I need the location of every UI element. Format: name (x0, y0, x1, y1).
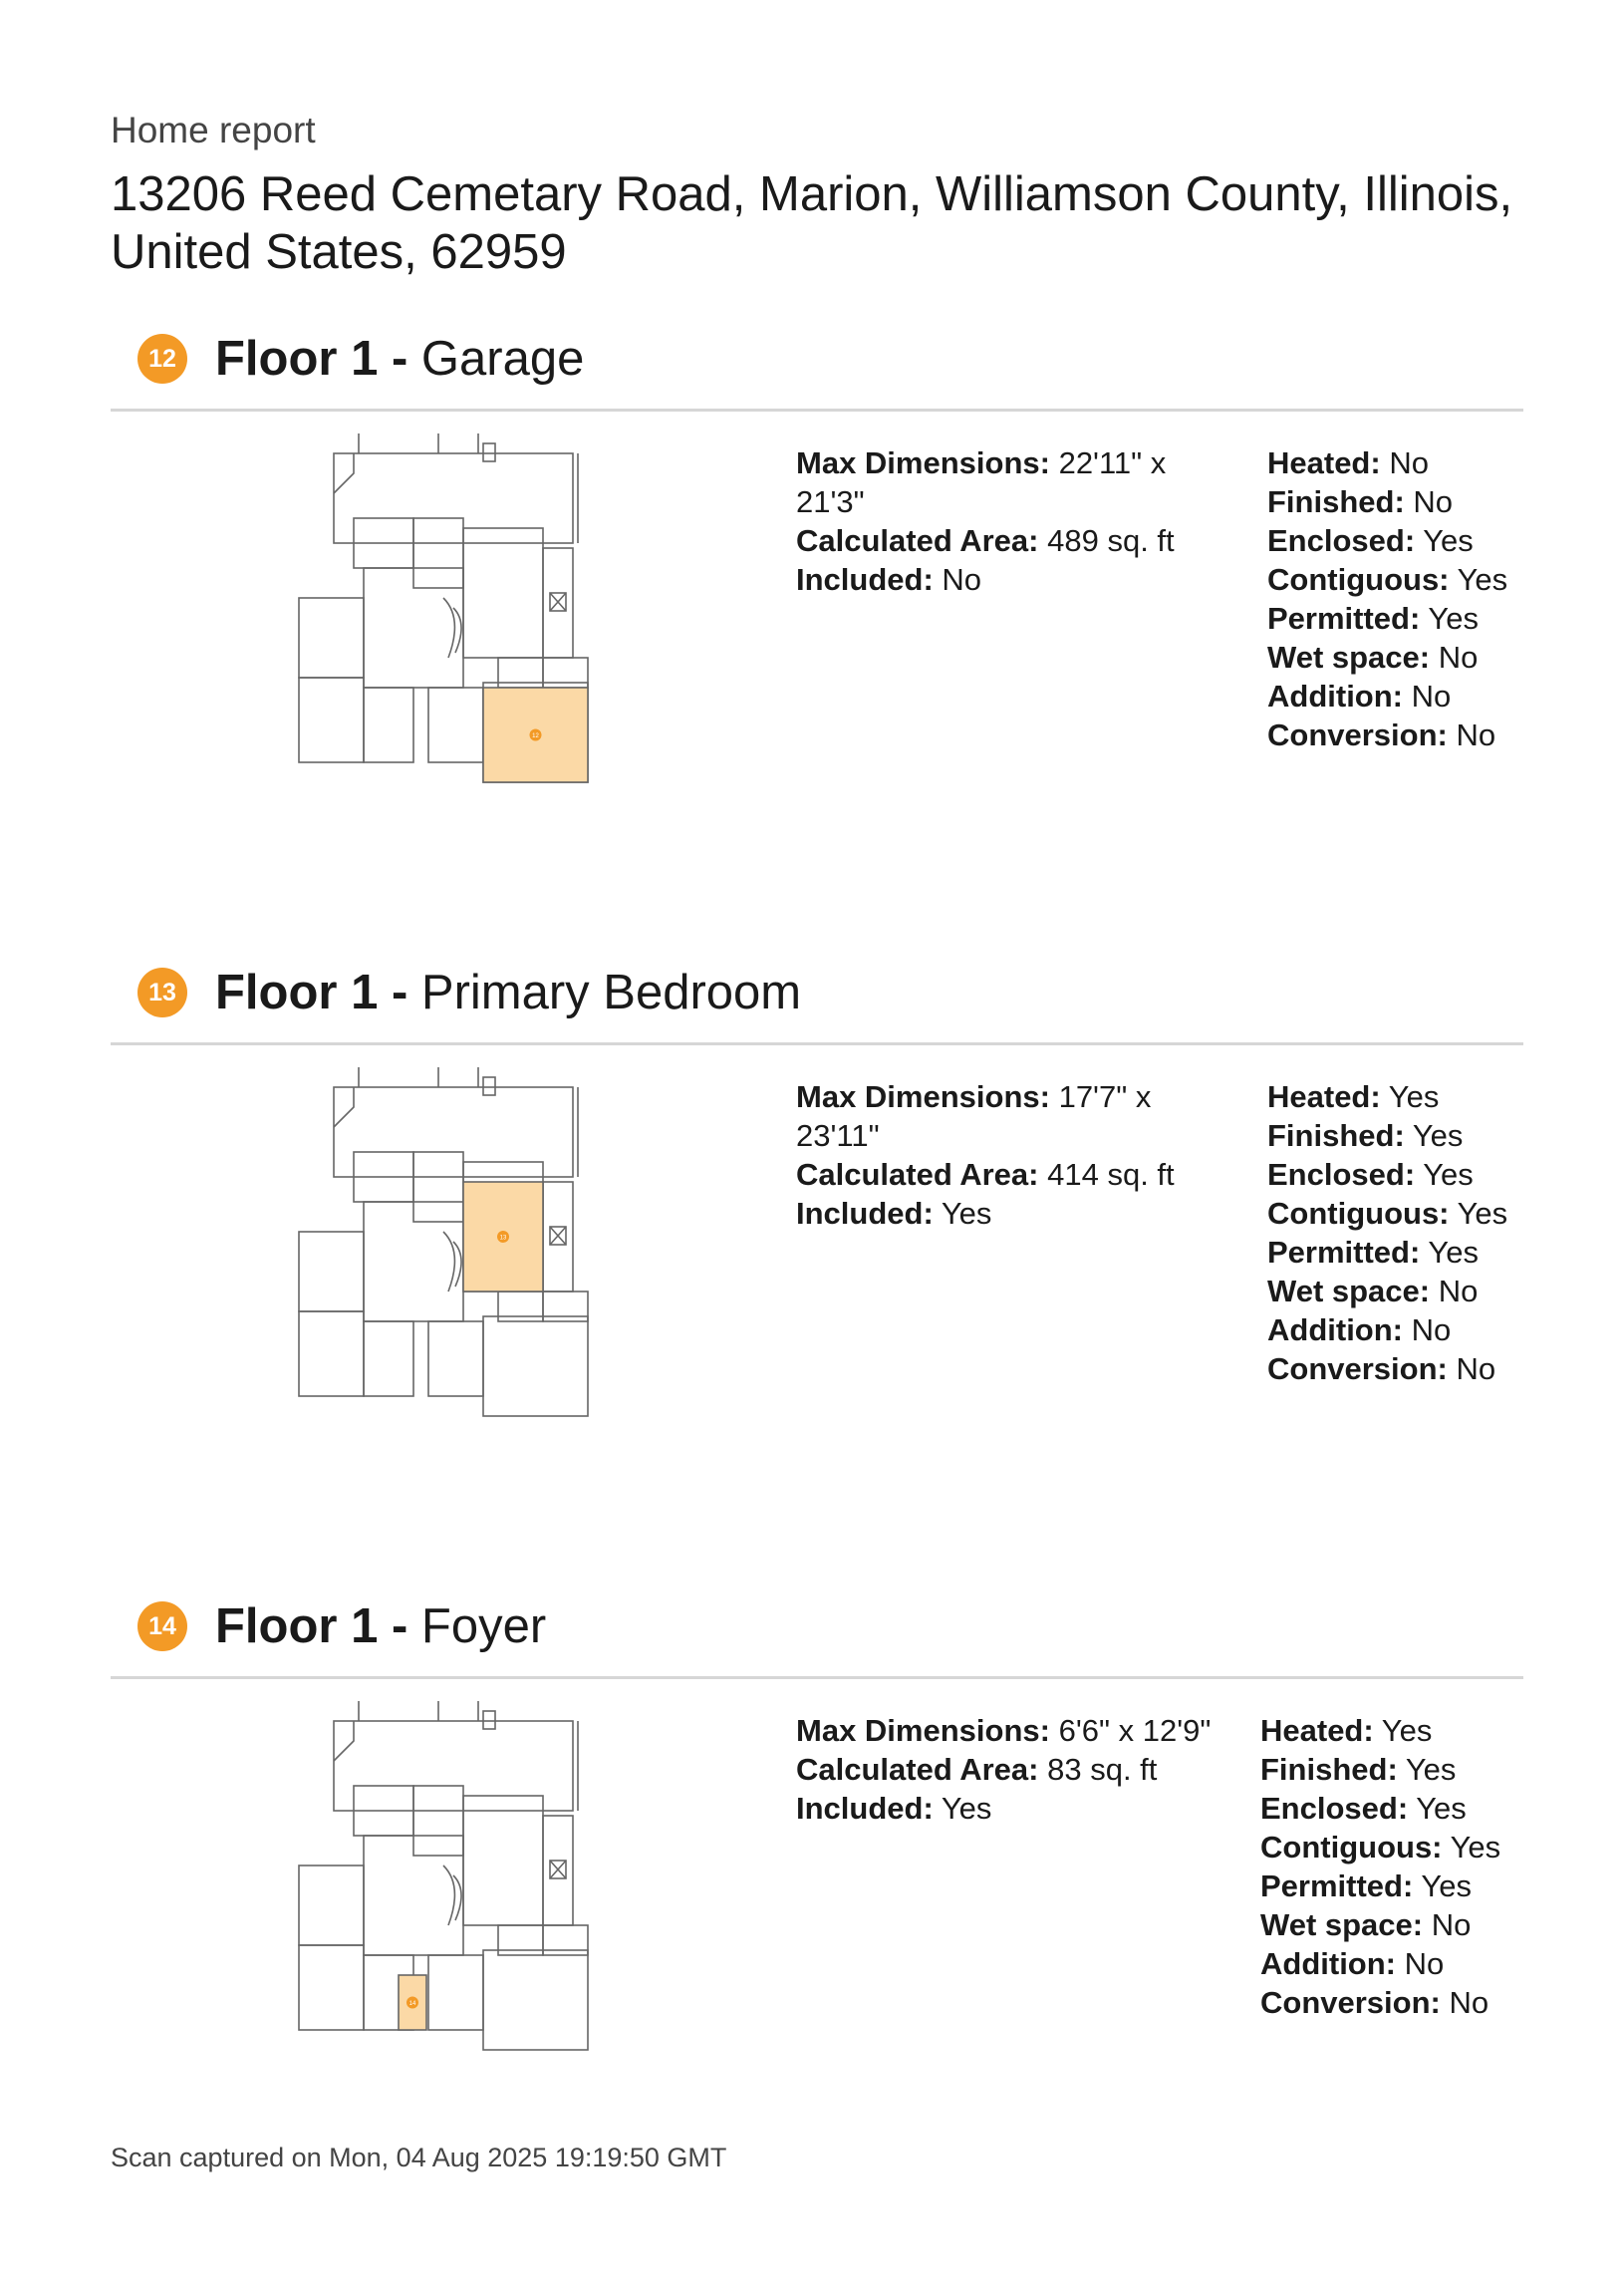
plan-counter (443, 1866, 461, 1925)
room-section (0, 329, 1623, 887)
plan-room (299, 1311, 364, 1396)
plan-room (428, 1955, 483, 2030)
room-attributes (1267, 443, 1526, 754)
heated: Heated: Yes (1267, 1079, 1440, 1114)
included: Included: Yes (796, 1791, 992, 1826)
permitted: Permitted: Yes (1267, 1235, 1479, 1270)
room-summary (796, 443, 1215, 599)
page-title: 13206 Reed Cemetary Road, Marion, Williamson County, Illinois, United States, 62959 (111, 167, 1513, 279)
conversion: Conversion: No (1260, 1985, 1489, 2020)
room-name: Primary Bedroom (420, 966, 802, 1019)
room-marker-label: 14 (408, 2001, 416, 2007)
room-section (0, 1596, 1623, 2154)
title-separator: - (378, 1599, 421, 1653)
plan-room (364, 688, 413, 762)
enclosed: Enclosed: Yes (1267, 1157, 1474, 1192)
plan-room (428, 688, 483, 762)
wet-space: Wet space: No (1260, 1907, 1472, 1942)
wet-space: Wet space: No (1267, 640, 1479, 675)
plan-counter (443, 1232, 461, 1292)
room-number-badge: 12 (137, 334, 187, 384)
plan-room (463, 528, 543, 658)
room-summary (796, 1077, 1215, 1233)
included: Included: Yes (796, 1196, 992, 1231)
room-attributes (1267, 1077, 1526, 1388)
plan-room (334, 1721, 573, 1811)
floor-plan-thumbnail (279, 1701, 598, 2060)
contiguous: Contiguous: Yes (1260, 1830, 1501, 1865)
title-separator: - (378, 966, 421, 1019)
floor-plan-thumbnail (279, 1067, 598, 1426)
plan-room (413, 518, 463, 588)
section-title (215, 331, 584, 387)
plan-room (483, 1950, 588, 2050)
plan-counter (443, 598, 461, 658)
plan-room (413, 1152, 463, 1222)
divider (111, 409, 1523, 412)
floor-label: Floor 1 (215, 966, 379, 1019)
section-header (137, 963, 801, 1022)
plan-stairs (483, 1711, 495, 1729)
plan-room (413, 1786, 463, 1856)
max-dimensions: Max Dimensions: 6'6" x 12'9" (796, 1713, 1212, 1748)
plan-stairs (483, 1077, 495, 1095)
plan-room (334, 453, 573, 543)
conversion: Conversion: No (1267, 1351, 1496, 1386)
plan-room (483, 1316, 588, 1416)
report-label: Home report (111, 110, 316, 150)
plan-room (299, 1866, 364, 1945)
section-header (137, 1596, 546, 1656)
floor-plan-thumbnail (279, 433, 598, 792)
max-dimensions: Max Dimensions: 17'7" x 23'11" (796, 1079, 1152, 1153)
title-separator: - (378, 332, 421, 386)
plan-room (299, 1945, 364, 2030)
plan-wall (334, 433, 578, 543)
addition: Addition: No (1267, 1312, 1452, 1347)
wet-space: Wet space: No (1267, 1274, 1479, 1308)
plan-room (299, 678, 364, 762)
heated: Heated: No (1267, 445, 1429, 480)
section-title (215, 1598, 546, 1654)
plan-wall (334, 1701, 578, 1811)
included: Included: No (796, 562, 982, 597)
max-dimensions: Max Dimensions: 22'11" x 21'3" (796, 445, 1167, 519)
divider (111, 1676, 1523, 1679)
scan-timestamp: Scan captured on Mon, 04 Aug 2025 19:19:50 GMT (111, 2143, 727, 2172)
room-number-badge: 14 (137, 1601, 187, 1651)
contiguous: Contiguous: Yes (1267, 562, 1508, 597)
floor-label: Floor 1 (215, 1599, 379, 1653)
calculated-area: Calculated Area: 489 sq. ft (796, 523, 1175, 558)
plan-room (428, 1321, 483, 1396)
plan-room (364, 1321, 413, 1396)
room-attributes (1260, 1711, 1519, 2022)
room-marker-label: 13 (499, 1235, 507, 1242)
finished: Finished: No (1267, 484, 1454, 519)
calculated-area: Calculated Area: 414 sq. ft (796, 1157, 1175, 1192)
plan-stairs (483, 443, 495, 461)
permitted: Permitted: Yes (1267, 601, 1479, 636)
room-name: Garage (420, 332, 585, 386)
finished: Finished: Yes (1260, 1752, 1457, 1787)
plan-room (299, 1232, 364, 1311)
conversion: Conversion: No (1267, 718, 1496, 752)
plan-room (299, 598, 364, 678)
contiguous: Contiguous: Yes (1267, 1196, 1508, 1231)
addition: Addition: No (1260, 1946, 1445, 1981)
section-header (137, 329, 584, 389)
addition: Addition: No (1267, 679, 1452, 714)
permitted: Permitted: Yes (1260, 1868, 1472, 1903)
section-title (215, 965, 801, 1020)
heated: Heated: Yes (1260, 1713, 1433, 1748)
room-section (0, 963, 1623, 1521)
finished: Finished: Yes (1267, 1118, 1464, 1153)
floor-label: Floor 1 (215, 332, 379, 386)
divider (111, 1042, 1523, 1045)
room-number-badge: 13 (137, 968, 187, 1017)
enclosed: Enclosed: Yes (1267, 523, 1474, 558)
plan-room (463, 1796, 543, 1925)
room-marker-label: 12 (532, 733, 539, 739)
enclosed: Enclosed: Yes (1260, 1791, 1467, 1826)
room-name: Foyer (420, 1599, 547, 1653)
plan-wall (334, 1067, 578, 1177)
room-summary (796, 1711, 1215, 1828)
calculated-area: Calculated Area: 83 sq. ft (796, 1752, 1158, 1787)
plan-room (334, 1087, 573, 1177)
